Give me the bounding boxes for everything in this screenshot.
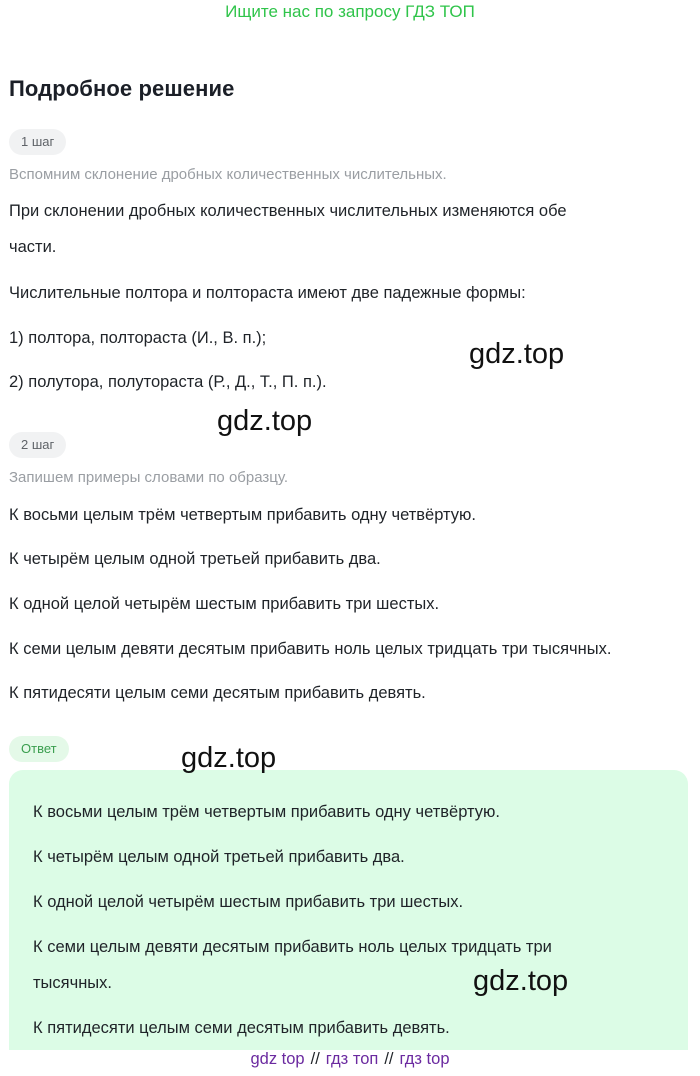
step-2-line: К восьми целым трём четвертым прибавить одну четвёртую. [9,506,476,524]
step-2-line: К пятидесяти целым семи десятым прибавить девять. [9,684,426,702]
step-1-line: 2) полутора, полутораста (Р., Д., Т., П. п.). [9,373,327,391]
step-1-badge: 1 шаг [9,129,66,155]
footer-link[interactable]: gdz top [250,1050,305,1068]
answer-line: тысячных. [33,974,113,992]
search-banner: Ищите нас по запросу ГДЗ ТОП [225,2,475,21]
answer-line: К четырём целым одной третьей прибавить два. [33,848,405,866]
footer-links [0,1050,700,1069]
answer-line: К пятидесяти целым семи десятым прибавить девять. [33,1019,450,1037]
watermark: gdz.top [217,405,313,437]
step-1-line: При склонении дробных количественных числительных изменяются обе [9,202,567,220]
step-2-hint: Запишем примеры словами по образцу. [9,469,289,486]
watermark: gdz.top [473,965,569,997]
page-title: Подробное решение [9,76,235,101]
step-1-hint: Вспомним склонение дробных количественных числительных. [9,166,447,183]
answer-badge: Ответ [9,736,69,762]
step-2-badge: 2 шаг [9,432,66,458]
answer-line: К одной целой четырём шестым прибавить три шестых. [33,893,464,911]
watermark: gdz.top [181,742,277,774]
footer-separator: // [384,1050,394,1068]
answer-line: К семи целым девяти десятым прибавить ноль целых тридцать три [33,938,552,956]
step-2-line: К четырём целым одной третьей прибавить два. [9,550,381,568]
step-2-line: К одной целой четырём шестым прибавить три шестых. [9,595,440,613]
watermark: gdz.top [469,338,565,370]
footer-link[interactable]: гдз топ [325,1050,379,1068]
step-1-line: 1) полтора, полтораста (И., В. п.); [9,329,267,347]
step-1-line: части. [9,238,57,256]
step-2-line: К семи целым девяти десятым прибавить ноль целых тридцать три тысячных. [9,640,612,658]
footer-separator: // [310,1050,320,1068]
step-1-line: Числительные полтора и полтораста имеют две падежные формы: [9,284,526,302]
answer-line: К восьми целым трём четвертым прибавить одну четвёртую. [33,803,500,821]
footer-link[interactable]: гдз top [399,1050,450,1068]
